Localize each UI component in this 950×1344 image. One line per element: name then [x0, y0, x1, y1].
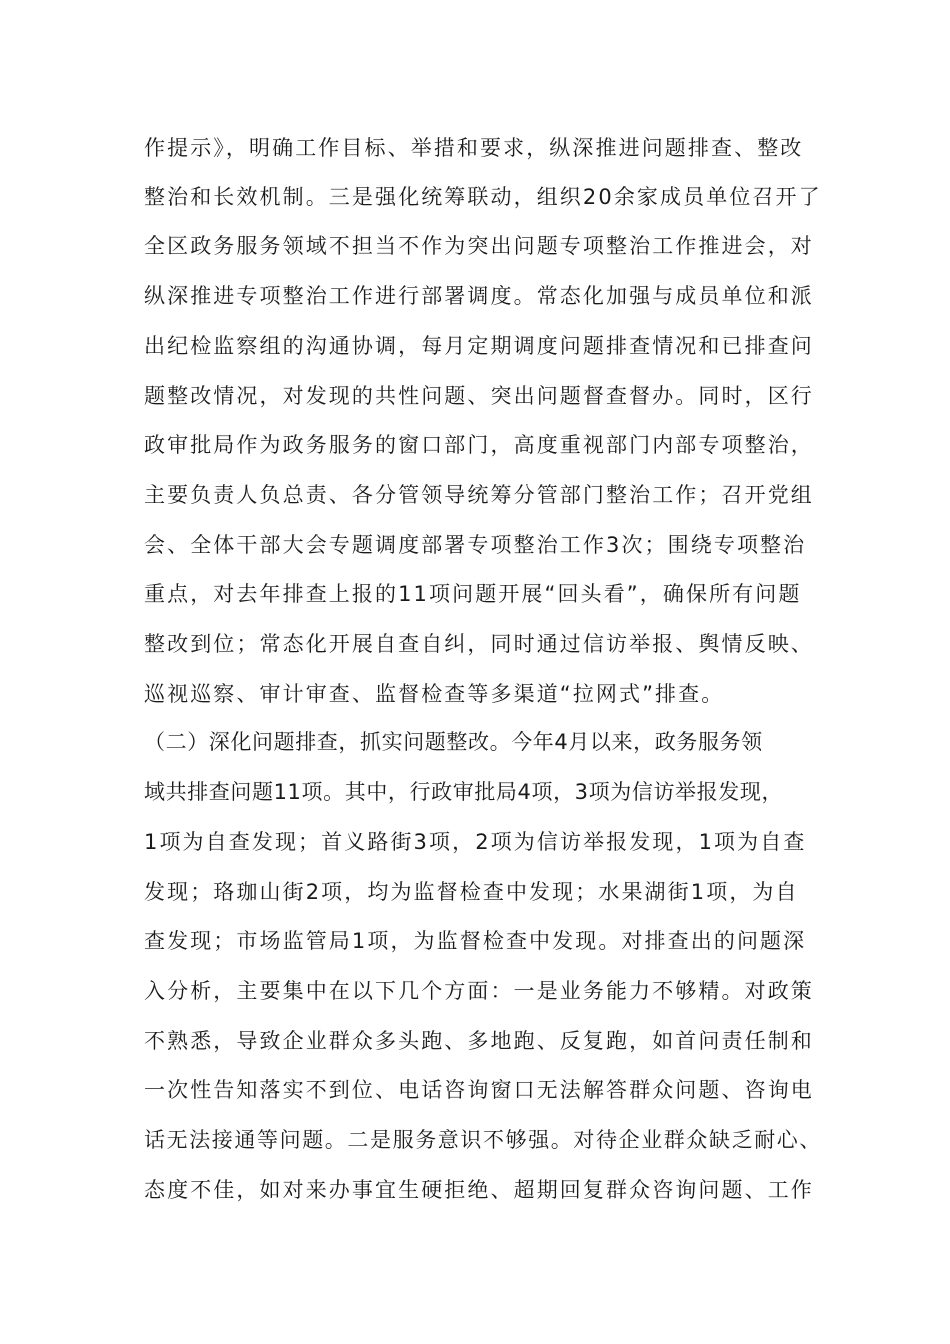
section-heading-line: （二）深化问题排查，抓实问题整改。今年4月以来，政务服务领 [144, 730, 763, 754]
text-line: 态度不佳，如对来办事宜生硬拒绝、超期回复群众咨询问题、工作 [144, 1178, 814, 1202]
text-line: 整治和长效机制。三是强化统筹联动，组织20余家成员单位召开了 [144, 185, 822, 209]
text-line: 全区政务服务领域不担当不作为突出问题专项整治工作推进会，对 [144, 234, 814, 258]
text-line: 域共排查问题11项。其中，行政审批局4项，3项为信访举报发现， [144, 780, 784, 804]
text-line: 整改到位；常态化开展自查自纠，同时通过信访举报、舆情反映、 [144, 632, 814, 656]
text-line: 会、全体干部大会专题调度部署专项整治工作3次；围绕专项整治 [144, 533, 807, 557]
text-line: 政审批局作为政务服务的窗口部门，高度重视部门内部专项整治， [144, 433, 814, 457]
text-line: 重点，对去年排查上报的11项问题开展“回头看”，确保所有问题 [144, 582, 802, 606]
text-line: 1项为自查发现；首义路街3项，2项为信访举报发现，1项为自查 [144, 830, 807, 854]
text-line: 入分析，主要集中在以下几个方面：一是业务能力不够精。对政策 [144, 979, 814, 1003]
text-line: 纵深推进专项整治工作进行部署调度。常态化加强与成员单位和派 [144, 284, 814, 308]
text-line: 作提示》，明确工作目标、举措和要求，纵深推进问题排查、整改 [144, 136, 804, 160]
text-line: 出纪检监察组的沟通协调，每月定期调度问题排查情况和已排查问 [144, 334, 814, 358]
text-line: 查发现；市场监管局1项，为监督检查中发现。对排查出的问题深 [144, 929, 807, 953]
text-line: 巡视巡察、审计审查、监督检查等多渠道“拉网式”排查。 [144, 682, 725, 706]
text-line: 一次性告知落实不到位、电话咨询窗口无法解答群众问题、咨询电 [144, 1078, 814, 1102]
text-line: 主要负责人负总责、各分管领导统筹分管部门整治工作；召开党组 [144, 483, 814, 507]
text-line: 题整改情况，对发现的共性问题、突出问题督查督办。同时，区行 [144, 384, 814, 408]
text-line: 话无法接通等问题。二是服务意识不够强。对待企业群众缺乏耐心、 [144, 1128, 822, 1152]
text-line: 不熟悉，导致企业群众多头跑、多地跑、反复跑，如首问责任制和 [144, 1029, 814, 1053]
text-line: 发现；珞珈山街2项，均为监督检查中发现；水果湖街1项，为自 [144, 880, 799, 904]
